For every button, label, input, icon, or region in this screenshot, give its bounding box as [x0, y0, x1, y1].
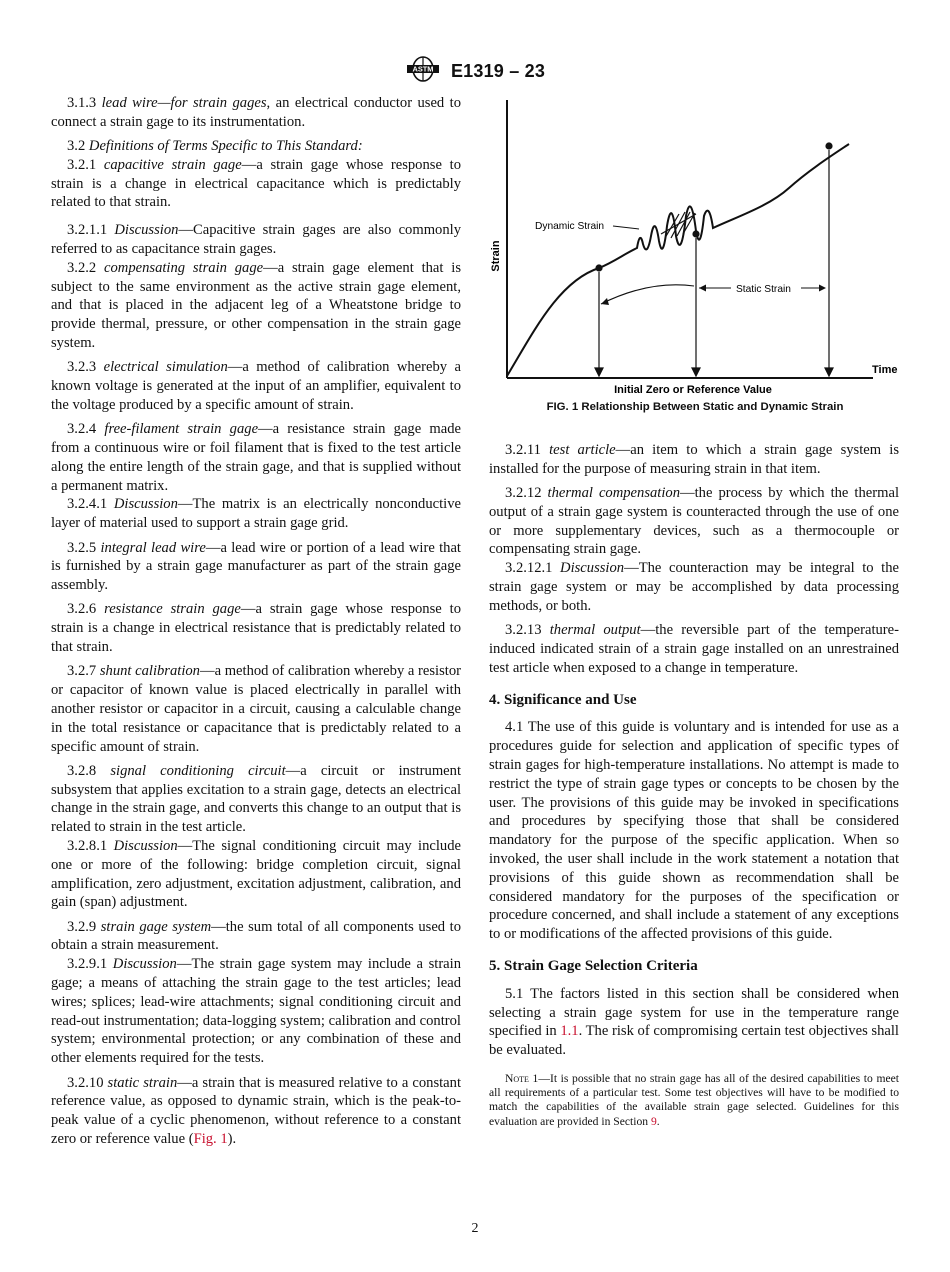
dynamic-strain-leader	[613, 226, 639, 229]
baseline-label: Initial Zero or Reference Value	[614, 384, 772, 396]
section-5-1: 5.1 The factors listed in this section shall be considered when selecting a strain gage system for use in the temperature range specified in 1.1. The risk of compromising certain test objectives shall be evaluated.	[489, 985, 899, 1059]
page-number: 2	[471, 1221, 479, 1236]
def-3-2-13: 3.2.13 thermal output—the reversible part of the temperature-induced indicated strain of a strain gage installed on an unrestrained test article when exposed to a change in temperature.	[489, 622, 899, 676]
static-strain-label: Static Strain	[736, 284, 791, 295]
section-1-1-link[interactable]: 1.1	[560, 1023, 579, 1040]
def-3-2-9-1: 3.2.9.1 Discussion—The strain gage system may include a strain gage; a means of attaching the strain gage to the test articles; lead wires; splices; lead-wire attachments; signal conditioning circuit and read-out instrumentation; data-logging system; calibration and control system; environmental protection; or any combination of these and other elements required for the tests.	[51, 956, 462, 1067]
note-label: Note 1	[505, 1071, 539, 1085]
right-column	[489, 441, 899, 1134]
def-3-2-11: 3.2.11 test article—an item to which a strain gage system is installed for the purpose of measuring strain in that item.	[489, 442, 900, 477]
def-3-2-2: 3.2.2 compensating strain gage—a strain gage element that is subject to the same environment as the active strain gage element, and that is placed in the adjacent leg of a Wheatstone bridge to provide thermal, pressure, or other compensation in the strain gage system.	[51, 259, 461, 352]
astm-logo-icon	[405, 56, 441, 87]
def-3-2-8: 3.2.8 signal conditioning circuit—a circuit or instrument subsystem that applies excitation to a strain gage, detects an electrical change in the strain gage, and converts this change to an output that is related to strain in the test article.	[51, 762, 461, 836]
def-3-2-1: 3.2.1 capacitive strain gage—a strain gage whose response to strain is a change in electrical capacitance which is predictably related to that strain.	[51, 156, 461, 211]
strain-curve	[507, 144, 849, 376]
logo-text: ASTM	[412, 64, 434, 74]
section-4-1: 4.1 The use of this guide is voluntary and is intended for use as a procedures guide for selection and application of specific types of strain gages for high-temperature installations. No attempt is made to restrict the type of strain gage types or concepts to be chosen by the user. The provisions of this guide may be invoked in specifications and procedures by specifying those that shall be considered mandatory for the purpose of the specific application. When so invoked, the user shall include in the work statement a notation that provisions of this guide shown as recommendation shall be considered mandatory for the purposes of the specification or procedure concerned, and shall include a statement of any exceptions to or modifications of the affected provisions of this guide.	[489, 719, 899, 943]
static-point-3	[825, 142, 832, 149]
def-3-2-8-1: 3.2.8.1 Discussion—The signal conditioning circuit may include one or more of the following: bridge completion circuit, signal amplification, zero adjustment, excitation adjustment, calibration, and gain (span) adjustment.	[51, 837, 461, 911]
def-3-2-12-1: 3.2.12.1 Discussion—The counteraction may be integral to the strain gage system or may be accomplished by data processing methods, or both.	[489, 560, 899, 614]
def-3-2-4: 3.2.4 free-filament strain gage—a resistance strain gage made from a continuous wire or foil filament that is fixed to the test article along the entire length of the strain gage, and that is supplied without a permanent matrix.	[51, 421, 461, 494]
def-3-2-9: 3.2.9 strain gage system—the sum total of all components used to obtain a strain measurement.	[51, 918, 461, 954]
y-axis-label: Strain	[490, 240, 502, 272]
def-3-2-1-1: 3.2.1.1 Discussion—Capacitive strain gages are also commonly referred to as capacitance strain gages.	[51, 222, 461, 258]
document-code: E1319 – 23	[450, 61, 546, 81]
section-4-heading: 4. Significance and Use	[489, 691, 637, 708]
dynamic-strain-label: Dynamic Strain	[535, 221, 605, 232]
def-3-2-3: 3.2.3 electrical simulation—a method of calibration whereby a known voltage is generated at the input of an amplifier, equivalent to the voltage produced by a specific amount of strain.	[51, 359, 461, 413]
static-strain-curve-arrow	[601, 285, 694, 304]
figure-1-diagram	[489, 96, 901, 396]
note-1: Note 1—It is possible that no strain gage has all of the desired capabilities to meet all requirements of a particular test. Some test objectives will have to be modified to match the capabilities of the available strain gage selected. Guidelines for this evaluation are provided in Section 9.	[489, 1071, 899, 1128]
section-5-heading: 5. Strain Gage Selection Criteria	[489, 957, 698, 974]
section-9-link[interactable]: 9	[650, 1114, 657, 1128]
static-arrow-head-mid	[699, 285, 706, 292]
def-3-2: 3.2 Definitions of Terms Specific to This Standard:	[67, 138, 363, 155]
static-point-2	[692, 230, 699, 237]
left-column	[51, 94, 461, 1154]
static-point-1	[595, 264, 602, 271]
vertical-arrows	[595, 150, 833, 376]
def-3-2-6: 3.2.6 resistance strain gage—a strain gage whose response to strain is a change in electrical resistance that is predictably related to that strain.	[51, 601, 461, 656]
fig-1-link[interactable]: Fig. 1	[193, 1130, 228, 1147]
def-3-2-7: 3.2.7 shunt calibration—a method of calibration whereby a resistor or capacitor of known value is placed electrically in parallel with another resistor or capacitor in a circuit, causing a calculable change in the total resistance or capacitance that is predictably related to a specific amount of strain.	[51, 663, 461, 755]
x-axis-label: Time	[872, 364, 898, 376]
figure-caption: FIG. 1 Relationship Between Static and Dynamic Strain	[546, 401, 844, 413]
page-header	[0, 56, 950, 87]
def-3-2-10: 3.2.10 static strain—a strain that is measured relative to a constant reference value, as opposed to dynamic strain, which is the peak-to-peak value of a cyclic phenomenon, without reference to a constant zero or reference value (Fig. 1).	[51, 1074, 462, 1147]
figure-1	[489, 96, 901, 426]
static-arrow-head-right	[819, 285, 826, 292]
def-3-2-12: 3.2.12 thermal compensation—the process by which the thermal output of a strain gage system is counteracted through the use of one or more supplementary devices, such as a thermocouple or compensating strain gage.	[489, 485, 899, 558]
def-3-2-4-1: 3.2.4.1 Discussion—The matrix is an electrically nonconductive layer of material used to support a strain gage grid.	[51, 496, 461, 532]
def-3-2-5: 3.2.5 integral lead wire—a lead wire or portion of a lead wire that is furnished by a strain gage manufacturer as part of the strain gage assembly.	[51, 539, 461, 594]
def-3-1-3: 3.1.3 lead wire—for strain gages, an electrical conductor used to connect a strain gage to its instrumentation.	[51, 95, 462, 130]
static-arrow-head-left	[601, 298, 609, 305]
